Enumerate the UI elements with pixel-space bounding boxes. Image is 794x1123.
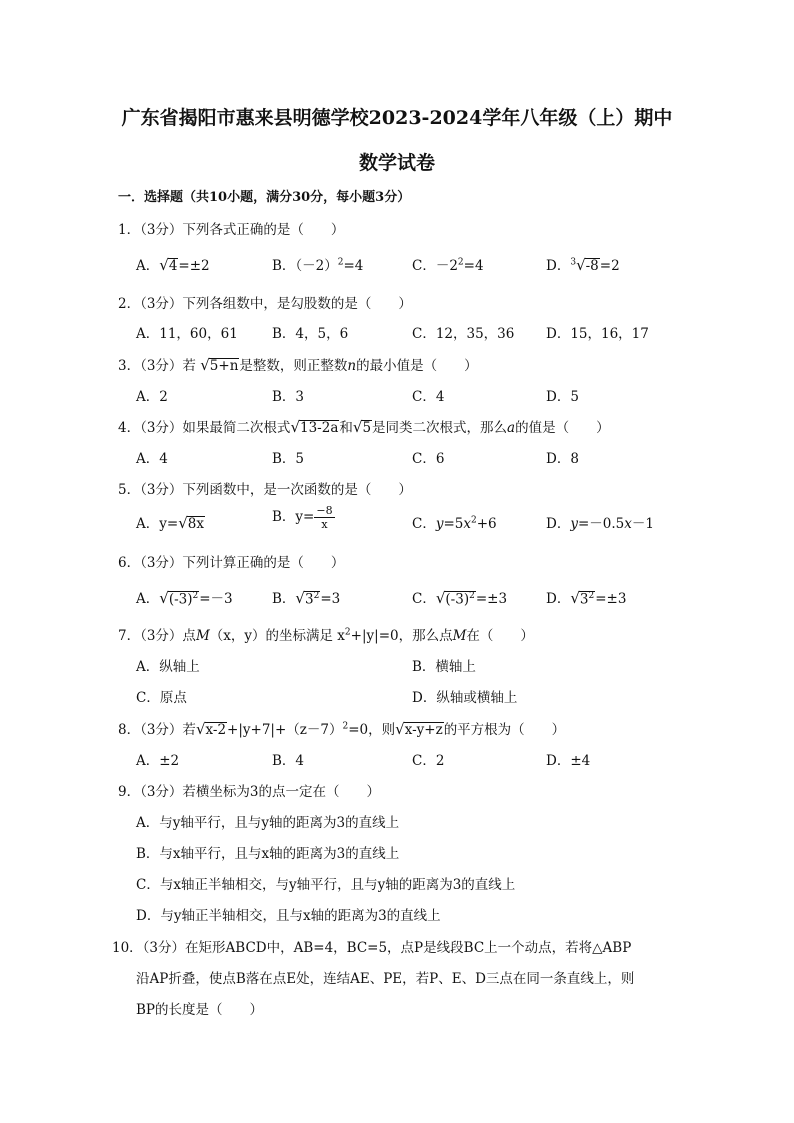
- q2-option-c: C．12，35，36: [412, 326, 515, 342]
- q2-option-a: A．11，60，61: [136, 326, 238, 342]
- q3-option-b: B．3: [272, 389, 305, 405]
- question-10-line2: 沿AP折叠，使点B落在点E处，连结AE、PE，若P、E、D三点在同一条直线上，则: [136, 971, 635, 987]
- q5-option-b: B．y= $\frac{-8}{x}$: [272, 504, 333, 532]
- q9-option-c: C．与x轴正半轴相交，与y轴平行，且与y轴的距离为3的直线上: [136, 877, 516, 893]
- q2-option-d: D．15，16，17: [546, 326, 649, 342]
- q6-option-c: C．$√(-3)^2=\pm 3$: [412, 589, 508, 607]
- q7-option-d: D．纵轴或横轴上: [412, 690, 518, 706]
- q6-option-b: B．$√3^2=3$: [272, 589, 341, 607]
- q9-option-b: B．与x轴平行，且与x轴的距离为3的直线上: [136, 846, 400, 862]
- q4-option-c: C．6: [412, 451, 445, 467]
- q8-option-a: A．±2: [136, 753, 180, 769]
- question-7: 7．（3分）点M（x，y）的坐标满足 $x^2+|y|=0$，那么点M在（ ）: [118, 627, 534, 644]
- section-heading: 一．选择题（共10小题，满分30分，每小题3分）: [118, 190, 411, 205]
- q8-option-d: D．±4: [546, 753, 591, 769]
- q1-option-d: D．$^3$√-8=2: [546, 256, 620, 274]
- q9-option-d: D．与y轴正半轴相交，且与x轴的距离为3的直线上: [136, 908, 441, 924]
- q7-option-b: B．横轴上: [412, 659, 476, 675]
- q5-option-d: D．y=－0.5x－1: [546, 516, 654, 532]
- q8-option-b: B．4: [272, 753, 305, 769]
- q5-option-a: A．y=√8x: [136, 514, 204, 532]
- q5-option-c: C．$y=5x^2+6$: [412, 515, 497, 532]
- q8-option-c: C．2: [412, 753, 445, 769]
- question-1: 1．（3分）下列各式正确的是（ ）: [118, 222, 345, 238]
- q1-option-a: A．√4=±2: [136, 256, 210, 274]
- question-10-line3: BP的长度是（ ）: [136, 1002, 264, 1018]
- q4-option-d: D．8: [546, 451, 579, 467]
- q7-option-a: A．纵轴上: [136, 659, 200, 675]
- q2-option-b: B．4，5，6: [272, 326, 349, 342]
- q6-option-d: D．$√3^2=\pm 3$: [546, 589, 627, 607]
- q3-option-d: D．5: [546, 389, 579, 405]
- q1-option-b: B．$(-2)^2=4$: [272, 257, 364, 274]
- q4-option-b: B．5: [272, 451, 305, 467]
- question-8: 8．（3分）若$√x-2+|y+7|+(z-7)^2=0$，则√x-y+z的平方根为（ ）: [118, 720, 566, 738]
- exam-title-line1: 广东省揭阳市惠来县明德学校2023-2024学年八年级（上）期中: [121, 107, 673, 129]
- q9-option-a: A．与y轴平行，且与y轴的距离为3的直线上: [136, 815, 400, 831]
- exam-title-line2: 数学试卷: [358, 152, 435, 174]
- question-5: 5．（3分）下列函数中，是一次函数的是（ ）: [118, 482, 412, 498]
- question-10-line1: 10．（3分）在矩形ABCD中，AB=4，BC=5，点P是线段BC上一个动点，若将△ABP: [112, 940, 632, 956]
- q4-option-a: A．4: [136, 451, 168, 467]
- question-3: 3．（3分）若 √5+n是整数，则正整数n的最小值是（ ）: [118, 356, 478, 374]
- question-2: 2．（3分）下列各组数中，是勾股数的是（ ）: [118, 296, 412, 312]
- question-4: 4．（3分）如果最简二次根式√13-2a和√5是同类二次根式，那么a的值是（ ）: [118, 418, 610, 436]
- q1-option-c: C．$-2^2=4$: [412, 257, 484, 274]
- q3-option-a: A．2: [136, 389, 168, 405]
- q3-option-c: C．4: [412, 389, 445, 405]
- question-6: 6．（3分）下列计算正确的是（ ）: [118, 555, 345, 571]
- q7-option-c: C．原点: [136, 690, 187, 706]
- question-9: 9．（3分）若横坐标为3的点一定在（ ）: [118, 784, 381, 800]
- q6-option-a: A．$√(-3)^2=-3$: [136, 589, 233, 607]
